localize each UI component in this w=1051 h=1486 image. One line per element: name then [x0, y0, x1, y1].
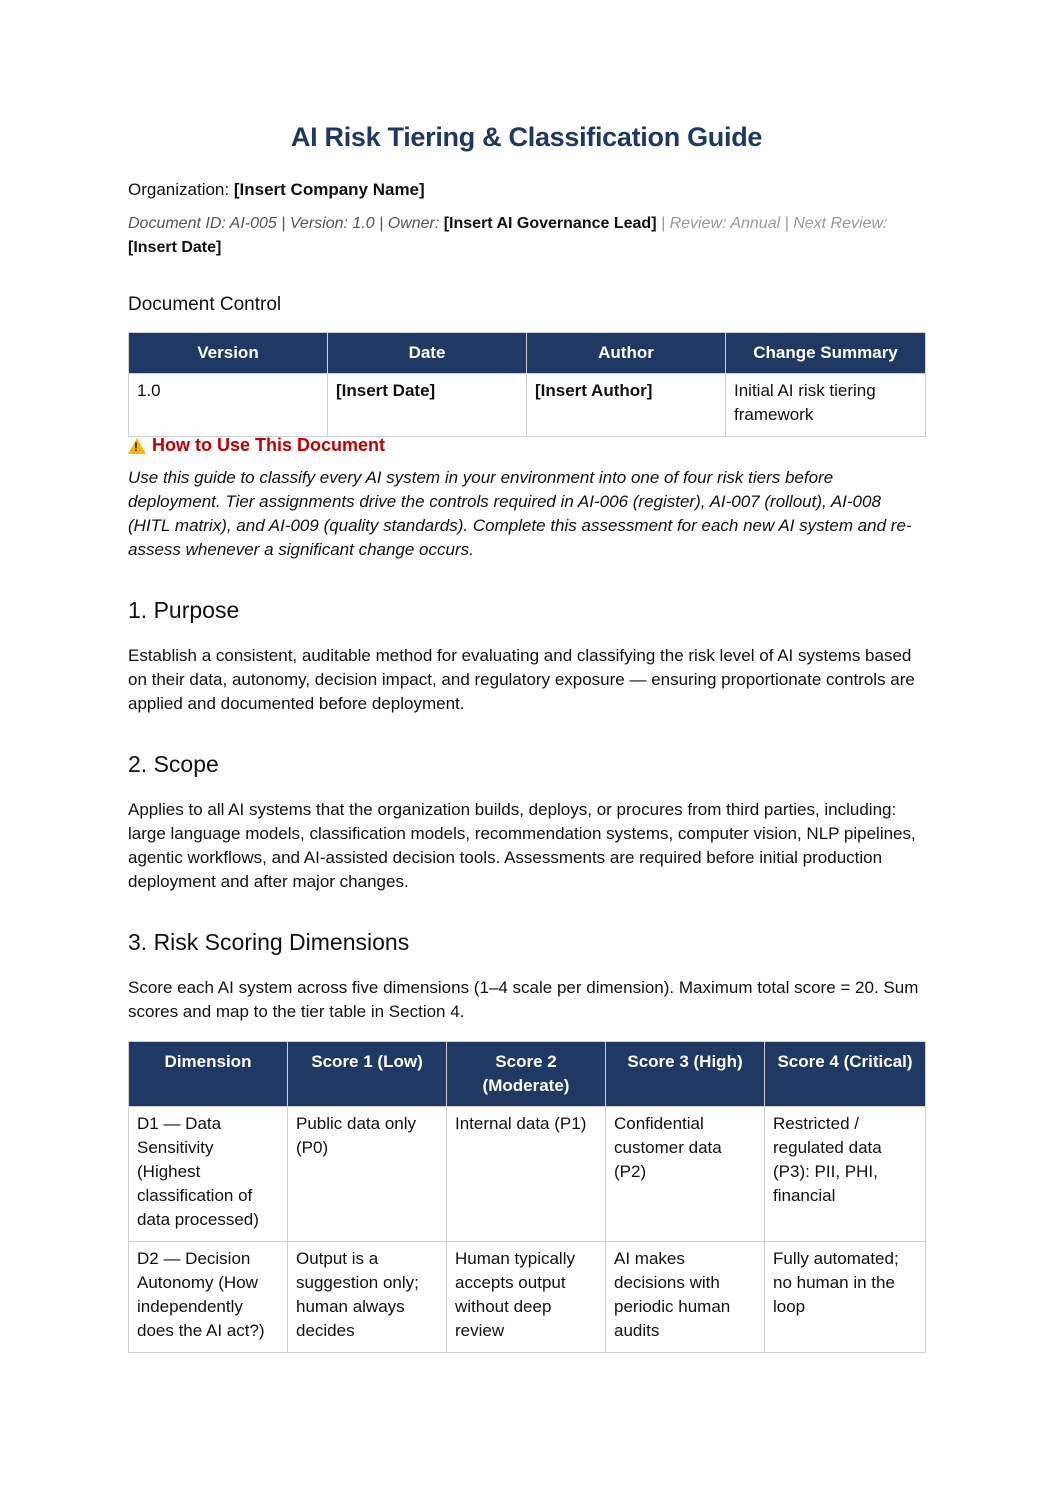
date-cell: [Insert Date]	[328, 374, 527, 437]
score-cell: Restricted / regulated data (P3): PII, PHI, financial	[765, 1107, 926, 1242]
organization-line	[128, 180, 425, 200]
score-cell: Public data only (P0)	[288, 1107, 447, 1242]
purpose-body: Establish a consistent, auditable method for evaluating and classifying the risk level of AI systems based on their data, autonomy, decision impact, and regulatory exposure — ensuring proportionate controls are applied and documented before deployment.	[128, 646, 915, 713]
column-header: Version	[129, 333, 328, 374]
scope-body: Applies to all AI systems that the organization builds, deploys, or procures from third parties, including: large language models, classification models, recommendation systems, computer vision, NLP pipelines, agentic workflows, and AI-assisted decision tools. Assessments are required before initial production deployment and after major changes.	[128, 800, 916, 891]
scoring-heading: 3. Risk Scoring Dimensions	[128, 929, 410, 955]
document-meta	[128, 212, 925, 260]
review-text: | Review: Annual | Next Review:	[660, 215, 888, 232]
document-title: AI Risk Tiering & Classification Guide	[290, 122, 763, 152]
table-row	[129, 1242, 926, 1353]
score-cell: Internal data (P1)	[447, 1107, 606, 1242]
purpose-heading: 1. Purpose	[128, 597, 240, 623]
dimension-cell: D2 — Decision Autonomy (How independently does the AI act?)	[129, 1242, 288, 1353]
organization-label: Organization:	[128, 180, 230, 199]
risk-scoring-table	[128, 1041, 926, 1353]
score-cell: Human typically accepts output without deep review	[447, 1242, 606, 1353]
column-header: Dimension	[129, 1042, 288, 1107]
column-header: Score 4 (Critical)	[765, 1042, 926, 1107]
column-header: Author	[527, 333, 726, 374]
dimension-cell: D1 — Data Sensitivity (Highest classification of data processed)	[129, 1107, 288, 1242]
doc-id-text: Document ID: AI-005 | Version: 1.0 | Owner:	[128, 215, 440, 232]
column-header: Change Summary	[726, 333, 926, 374]
organization-value: [Insert Company Name]	[233, 180, 425, 199]
column-header: Score 3 (High)	[606, 1042, 765, 1107]
column-header: Score 1 (Low)	[288, 1042, 447, 1107]
warning-icon	[128, 438, 146, 454]
change-summary-cell: Initial AI risk tiering framework	[726, 374, 926, 437]
how-to-use-title: How to Use This Document	[152, 435, 386, 455]
table-row	[129, 374, 926, 437]
table-header-row	[129, 1042, 926, 1107]
column-header: Score 2 (Moderate)	[447, 1042, 606, 1107]
table-header-row	[129, 333, 926, 374]
scoring-body: Score each AI system across five dimensions (1–4 scale per dimension). Maximum total score = 20. Sum scores and map to the tier table in Section 4.	[128, 978, 919, 1021]
how-to-use-body: Use this guide to classify every AI system in your environment into one of four risk tiers before deployment. Tier assignments drive the controls required in AI-006 (register), AI-007 (rollout), AI-008 (HITL matrix), and AI-009 (quality standards). Complete this assessment for each new AI system and re-assess whenever a significant change occurs.	[128, 468, 912, 559]
document-control-table	[128, 332, 926, 437]
score-cell: AI makes decisions with periodic human audits	[606, 1242, 765, 1353]
next-review-value: [Insert Date]	[128, 239, 222, 256]
column-header: Date	[328, 333, 527, 374]
document-control-heading: Document Control	[128, 294, 282, 315]
scope-heading: 2. Scope	[128, 751, 219, 777]
table-row	[129, 1107, 926, 1242]
score-cell: Fully automated; no human in the loop	[765, 1242, 926, 1353]
score-cell: Confidential customer data (P2)	[606, 1107, 765, 1242]
version-cell: 1.0	[129, 374, 328, 437]
owner-value: [Insert AI Governance Lead]	[443, 215, 657, 232]
score-cell: Output is a suggestion only; human always decides	[288, 1242, 447, 1353]
how-to-use-heading	[128, 435, 385, 456]
author-cell: [Insert Author]	[527, 374, 726, 437]
